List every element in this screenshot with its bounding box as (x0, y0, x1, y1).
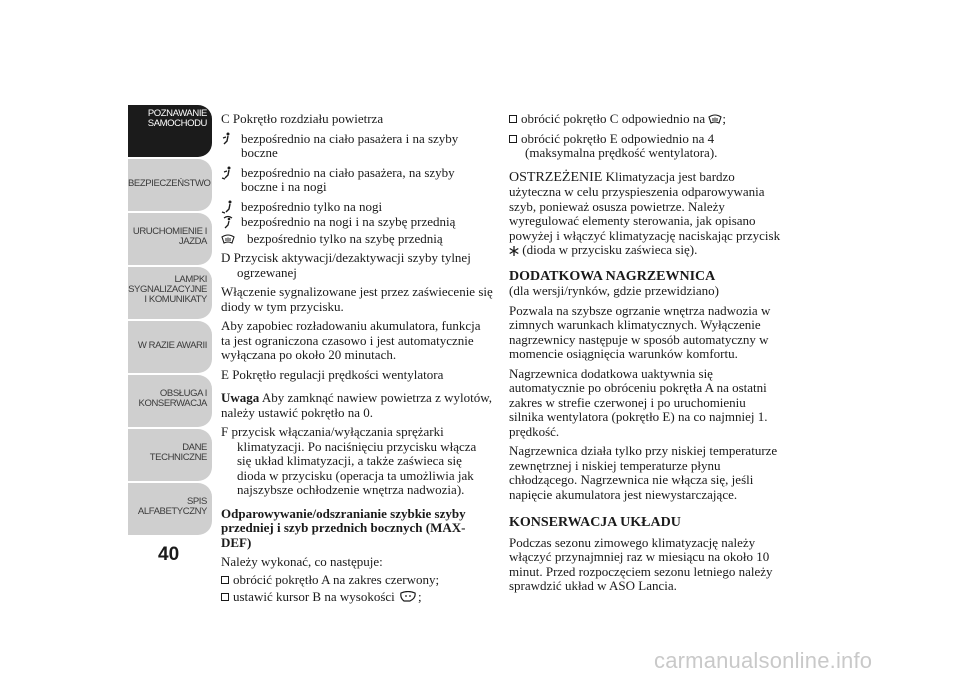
left-column (221, 112, 493, 607)
step-text: ustawić kursor B na wysokości (233, 589, 395, 604)
tab-label: SAMOCHODU (147, 118, 207, 129)
step-text: obrócić pokrętło A na zakres czerwony; (233, 571, 440, 587)
paragraph: Podczas sezonu zimowego klimatyzację należy włączyć przynajmniej raz w miesiącu na około 10 minut. Przed rozpoczęciem sezonu letniego należy sprawdzić układ w ASO Lancia. (509, 534, 773, 593)
mode-text: bezpośrednio na nogi i na szybę przednią (241, 214, 456, 229)
step-text: obrócić pokrętło C odpowiednio na (521, 111, 706, 126)
tab-poznawanie-samochodu[interactable] (128, 105, 212, 157)
mode-text: bezpośrednio na ciało pasażera, na szyby boczne i na nogi (241, 164, 455, 194)
button-d-item: D Przycisk aktywacji/dezaktywacji szyby tylnej ogrzewanej (221, 250, 471, 280)
feet-icon (221, 200, 241, 214)
tab-uruchomienie-i-jazda[interactable] (128, 213, 212, 265)
maintenance-heading: KONSERWACJA UKŁADU (509, 515, 681, 530)
step-item (509, 112, 783, 129)
checkbox-bullet-icon (509, 135, 517, 143)
step-item (221, 590, 493, 607)
tab-lampki-sygnalizacyjne[interactable] (128, 267, 212, 319)
chapter-sidebar (128, 105, 212, 538)
tab-label: SYGNALIZACYJNE (128, 284, 207, 295)
paragraph: Nagrzewnica dodatkowa uaktywnia się automatycznie po obróceniu pokrętła A na ostatni zakres w strefie czerwonej i po uruchomieniu silnika wentylatora (pokrętło E) na co najmniej 1. prędkość. (509, 365, 768, 439)
mode-item (221, 166, 493, 195)
tab-label: I KOMUNIKATY (144, 294, 207, 305)
tab-spis-alfabetyczny[interactable] (128, 483, 212, 535)
tab-label: OBSŁUGA I (159, 388, 207, 399)
tab-bezpieczenstwo[interactable] (128, 159, 212, 211)
checkbox-bullet-icon (221, 576, 229, 584)
mode-item (221, 200, 493, 215)
heater-subheading: (dla wersji/rynków, gdzie przewidziano) (509, 283, 719, 298)
snowflake-icon (509, 245, 519, 260)
tab-label: LAMPKI (174, 274, 207, 285)
note-text: Aby zamknąć nawiew powietrza z wylotów, należy ustawić pokrętło na 0. (221, 390, 492, 420)
step-text: ; (722, 111, 727, 126)
tab-label: KONSERWACJA (138, 398, 207, 409)
warning-label: OSTRZEŻENIE (509, 169, 603, 185)
watermark-link[interactable]: carmanualsonline.info (654, 648, 873, 673)
tab-label: SPIS (186, 496, 207, 507)
note-paragraph (221, 391, 493, 420)
tab-label: URUCHOMIENIE I (132, 226, 207, 237)
mode-item (221, 232, 493, 247)
mode-item (221, 215, 493, 230)
tab-label: POZNAWANIE (147, 108, 207, 119)
step-text: ; (418, 589, 422, 604)
right-column (509, 112, 783, 594)
page-number: 40 (158, 544, 180, 565)
warning-paragraph (509, 170, 783, 260)
windshield-icon (708, 113, 722, 129)
tab-label: TECHNICZNE (149, 452, 207, 463)
knob-c-heading: C Pokrętło rozdziału powietrza (221, 111, 384, 126)
tab-w-razie-awarii[interactable] (128, 321, 212, 373)
checkbox-bullet-icon (509, 115, 517, 123)
step-item (221, 573, 493, 588)
note-label: Uwaga (221, 390, 260, 405)
tab-label: W RAZIE AWARII (137, 340, 207, 351)
mode-text: bezpośrednio na ciało pasażera i na szyby boczne (241, 130, 459, 160)
paragraph: Aby zapobiec rozładowaniu akumulatora, funkcja ta jest ograniczona czasowo i jest automatycznie wyłączana po około 20 minutach. (221, 318, 481, 362)
tab-label: ALFABETYCZNY (137, 506, 207, 517)
mode-text: bezpośrednio tylko na szybę przednią (247, 230, 443, 246)
step-item (509, 132, 783, 161)
intro-text: Należy wykonać, co następuje: (221, 554, 383, 569)
tab-label: JAZDA (178, 236, 207, 247)
warning-text: (dioda w przycisku zaświeca się). (519, 242, 698, 257)
section-subheading: Odparowywanie/odszranianie szybkie szyby przedniej i szyb przednich bocznych (MAX-DEF) (221, 505, 466, 550)
step-text: obrócić pokrętło E odpowiednio na 4 (maksymalna prędkość wentylatora). (521, 130, 718, 160)
paragraph: Włączenie sygnalizowane jest przez zaświecenie się diody w tym przycisku. (221, 284, 493, 314)
face-feet-windows-icon (221, 166, 241, 180)
warning-text: Klimatyzacja jest bardzo użyteczna w celu przyspieszenia odparowywania szyb, ponieważ osusza powietrze. Należy wyregulować elementy sterowania, jak opisano powyżej i włączyć klimatyzację naciskając przycisk (509, 168, 781, 243)
mode-text: bezpośrednio tylko na nogi (241, 198, 383, 214)
tab-label: DANE (182, 442, 207, 453)
face-windows-icon (221, 132, 241, 146)
feet-windshield-icon (221, 215, 241, 229)
knob-e-item: E Pokrętło regulacji prędkości wentylatora (221, 366, 444, 382)
face-cursor-icon (398, 591, 418, 607)
paragraph: Nagrzewnica działa tylko przy niskiej temperaturze zewnętrznej i niskiej temperaturze płynu chłodzącego. Nagrzewnica nie włącza się, jeśli napięcie akumulatora jest niewystarczające. (509, 443, 778, 502)
tab-obsluga-i-konserwacja[interactable] (128, 375, 212, 427)
windshield-icon (221, 232, 241, 246)
tab-dane-techniczne[interactable] (128, 429, 212, 481)
heater-heading: DODATKOWA NAGRZEWNICA (509, 268, 716, 284)
tab-label: BEZPIECZEŃSTWO (128, 178, 211, 189)
checkbox-bullet-icon (221, 593, 229, 601)
mode-item (221, 132, 493, 161)
paragraph: Pozwala na szybsze ogrzanie wnętrza nadwozia w zimnych warunkach klimatycznych. Wyłączenie nagrzewnicy następuje w sposób automatyczny w momencie osiągnięcia warunków komfortu. (509, 302, 771, 361)
button-f-item: F przycisk włączania/wyłączania sprężarki klimatyzacji. Po naciśnięciu przycisku włącza się układ klimatyzacji, a także zaświeca się dioda w przycisku (operacja ta umożliwia jak najszybsze ochłodzenie wnętrza nadwozia). (221, 424, 477, 497)
